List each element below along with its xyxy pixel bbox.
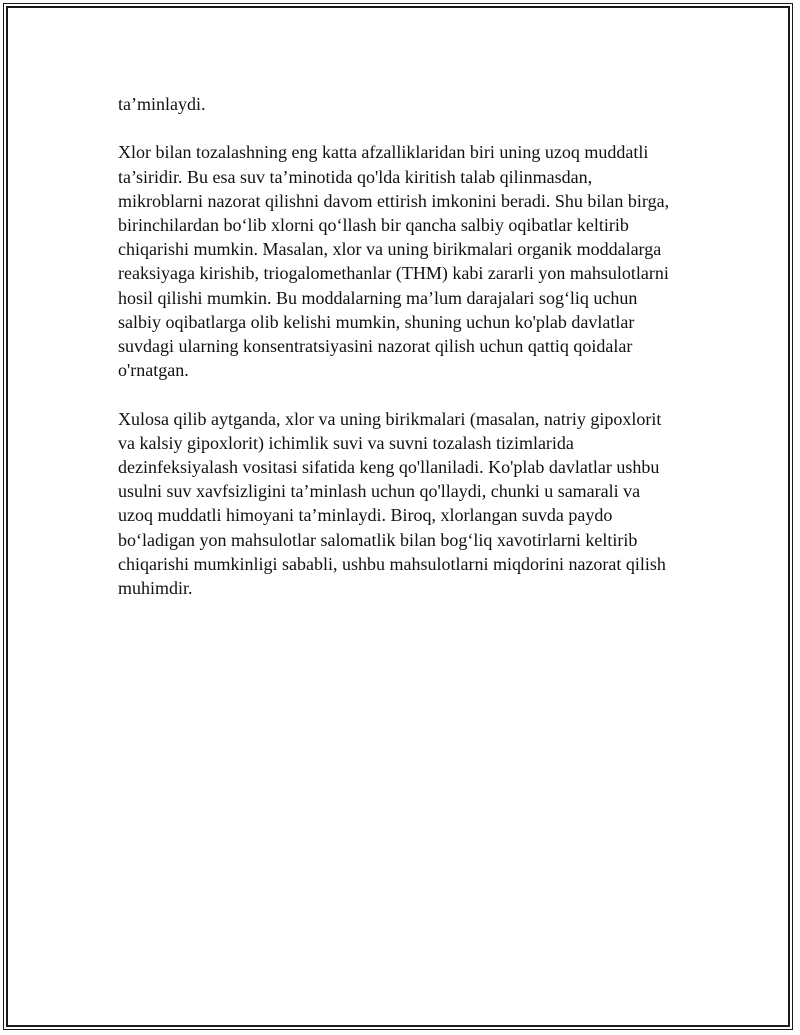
paragraph-3 (118, 407, 688, 601)
text-line: ta’minlaydi. (118, 94, 206, 114)
text-line: mikroblarni nazorat qilishni davom ettirish imkonini beradi. Shu bilan birga, (118, 190, 670, 211)
text-line: Xlor bilan tozalashning eng katta afzalliklaridan biri uning uzoq muddatli (118, 142, 649, 163)
text-line: va kalsiy gipoxlorit) ichimlik suvi va suvni tozalash tizimlarida (118, 432, 574, 453)
text-line: Xulosa qilib aytganda, xlor va uning birikmalari (masalan, natriy gipoxlorit (118, 408, 662, 429)
text-line: salbiy oqibatlarga olib kelishi mumkin, shuning uchun ko'plab davlatlar (118, 311, 635, 332)
text-line: o'rnatgan. (118, 360, 189, 381)
text-line: reaksiyaga kirishib, triogalomethanlar (THM) kabi zararli yon mahsulotlarni (118, 263, 669, 284)
text-line: suvdagi ularning konsentratsiyasini nazorat qilish uchun qattiq qoidalar (118, 336, 633, 357)
text-line: birinchilardan bo‘lib xlorni qo‘llash bir qancha salbiy oqibatlar keltirib (118, 215, 629, 235)
paragraph-2 (118, 140, 688, 382)
text-line: hosil qilishi mumkin. Bu moddalarning ma’lum darajalari sog‘liq uchun (118, 287, 638, 308)
text-line: chiqarishi mumkin. Masalan, xlor va uning birikmalari organik moddalarga (118, 239, 662, 260)
text-line: uzoq muddatli himoyani ta’minlaydi. Biroq, xlorlangan suvda paydo (118, 505, 613, 526)
text-line: chiqarishi mumkinligi sababli, ushbu mahsulotlarni miqdorini nazorat qilish (118, 553, 666, 574)
text-line: usulni suv xavfsizligini ta’minlash uchun qo'llaydi, chunki u samarali va (118, 481, 641, 502)
text-line: muhimdir. (118, 578, 193, 599)
text-line: bo‘ladigan yon mahsulotlar salomatlik bilan bog‘liq xavotirlarni keltirib (118, 529, 638, 550)
paragraph-1 (118, 92, 688, 116)
text-line: dezinfeksiyalash vositasi sifatida keng qo'llaniladi. Ko'plab davlatlar ushbu (118, 457, 660, 478)
document-body (118, 92, 688, 624)
text-line: ta’siridir. Bu esa suv ta’minotida qo'lda kiritish talab qilinmasdan, (118, 166, 593, 187)
